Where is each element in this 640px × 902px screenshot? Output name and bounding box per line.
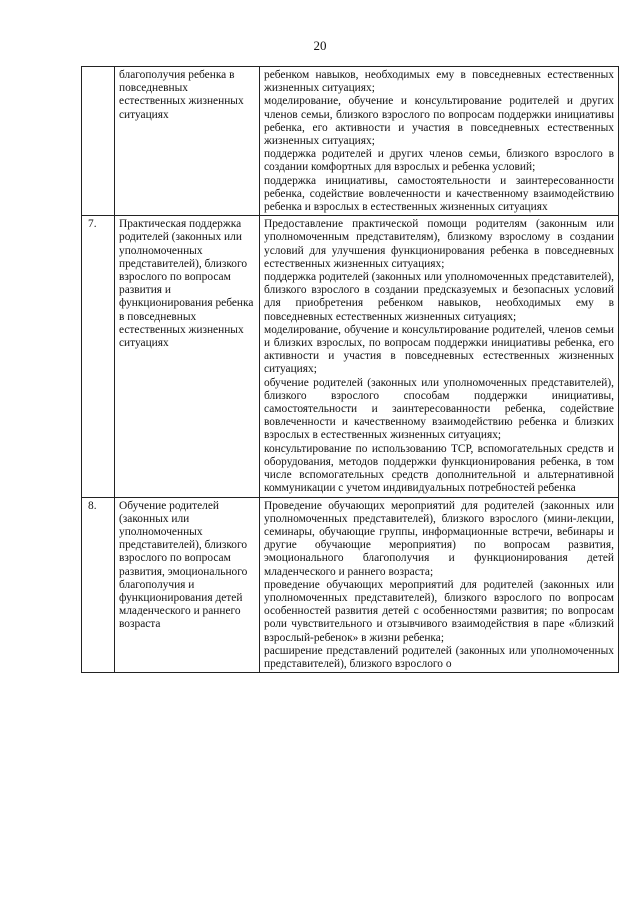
row-title: Практическая поддержка родителей (законных или уполномоченных представителей), близкого взрослого по вопросам развития и функционирования ребенка в повседневных естественных жизненных ситуациях — [115, 216, 260, 497]
content-paragraph: проведение обучающих мероприятий для родителей (законных или уполномоченных представителей), близкого взрослого по вопросам особенностей развития детей с особенностями развития; по вопросам роли чувствительного и отзывчивого взаимодействия в паре «близкий взрослый-ребенок» в жизни ребенка; — [264, 578, 614, 644]
row-title: благополучия ребенка в повседневных естественных жизненных ситуациях — [115, 67, 260, 216]
row-number: 8. — [82, 497, 115, 673]
content-paragraph: поддержка инициативы, самостоятельности и заинтересованности ребенка, содействие вовлеченности и качественному взаимодействию ребенка и взрослых в естественных жизненных ситуациях — [264, 174, 614, 214]
content-paragraph: Предоставление практической помощи родителям (законным или уполномоченным представителям), близкому взрослому в создании условий для улучшения функционирования ребенка в повседневных естественных жизненных ситуациях; — [264, 218, 614, 270]
content-paragraph: обучение родителей (законных или уполномоченных представителей), близкого взрослого способам поддержки инициативы, самостоятельности и заинтересованности ребенка, содействие вовлеченности и качественному взаимодействию ребенка и близких взрослых в естественных жизненных ситуациях; — [264, 376, 614, 442]
table-row — [82, 216, 619, 497]
content-paragraph: моделирование, обучение и консультирование родителей, членов семьи и близких взрослых, по вопросам поддержки инициативы ребенка, его активности и участия в повседневных естественных жизненных ситуациях; — [264, 323, 614, 376]
page-number: 20 — [313, 38, 327, 53]
row-content — [260, 216, 619, 497]
content-paragraph: поддержка родителей (законных или уполномоченных представителей), близкого взрослого в создании предсказуемых и безопасных условий для приобретения ребенком навыков, необходимых ему в повседневных естественных жизненных ситуациях; — [264, 271, 614, 323]
content-paragraph: расширение представлений родителей (законных или уполномоченных представителей), близкого взрослого о — [264, 644, 614, 670]
content-paragraph: ребенком навыков, необходимых ему в повседневных естественных жизненных ситуациях; — [264, 69, 614, 95]
content-paragraph: Проведение обучающих мероприятий для родителей (законных или уполномоченных представителей), близкого взрослого (мини-лекции, семинары, обучающие группы, информационные встречи, вебинары и другие обучающие мероприятия) по вопросам развития, эмоционального благополучия и функционирования детей младенческого и раннего возраста; — [264, 499, 614, 578]
services-table — [81, 66, 619, 673]
table-row — [82, 497, 619, 673]
row-number: 7. — [82, 216, 115, 497]
content-paragraph: консультирование по использованию ТСР, вспомогательных средств и оборудования, методов поддержки функционирования ребенка, в том числе вспомогательных средств дополнительной и альтернативной коммуникации с учетом индивидуальных потребностей ребенка — [264, 442, 614, 495]
row-content — [260, 497, 619, 673]
table-row — [82, 67, 619, 216]
content-paragraph: поддержка родителей и других членов семьи, близкого взрослого в создании комфортных для взрослых и ребенка условий; — [264, 148, 614, 174]
content-paragraph: моделирование, обучение и консультирование родителей и других членов семьи, близкого взрослого по вопросам поддержки инициативы ребенка, его активности и участия в повседневных естественных жизненных ситуациях; — [264, 95, 614, 148]
row-number — [82, 67, 115, 216]
row-content — [260, 67, 619, 216]
row-title: Обучение родителей (законных или уполномоченных представителей), близкого взрослого по вопросам развития, эмоционального благополучия и функционирования детей младенческого и раннего возраста — [115, 497, 260, 673]
